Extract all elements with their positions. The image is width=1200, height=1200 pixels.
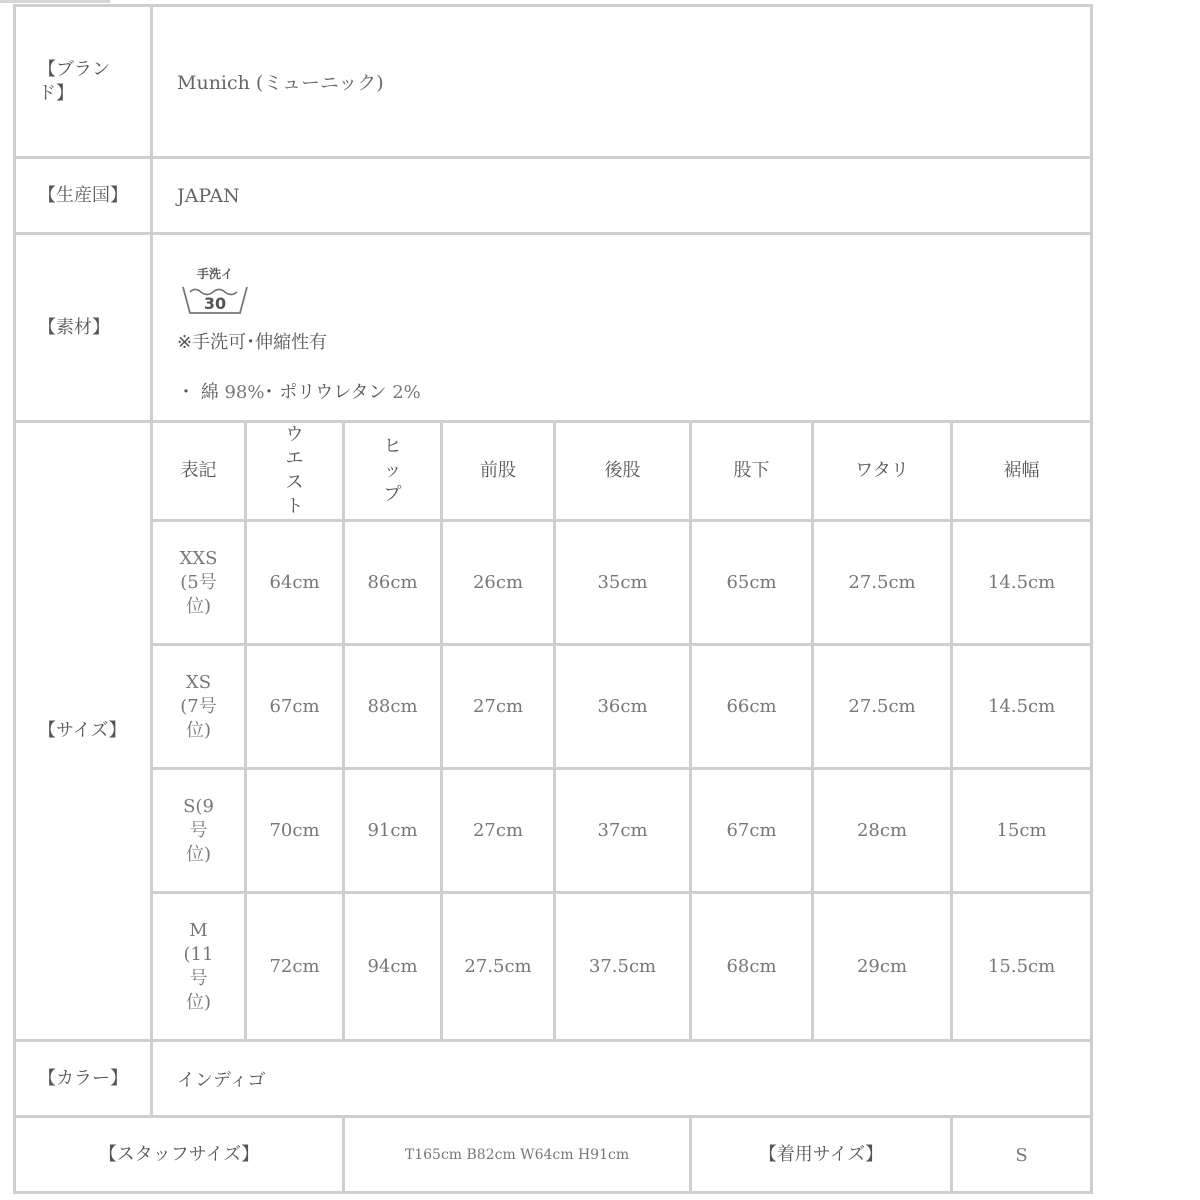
- size-row-label: XXS (5号位): [152, 521, 246, 645]
- size-value-hem: 14.5cm: [952, 645, 1092, 769]
- size-header-waist: ウエスト: [246, 422, 344, 521]
- size-value-waist: 67cm: [246, 645, 344, 769]
- composition-separator: ･: [264, 382, 274, 403]
- size-value-thigh: 29cm: [813, 893, 952, 1041]
- size-value-back-rise: 36cm: [555, 645, 691, 769]
- size-header-hem: 裾幅: [952, 422, 1092, 521]
- composition-cotton-pct: 98%: [224, 382, 265, 403]
- size-value-hem: 15.5cm: [952, 893, 1092, 1041]
- material-care-note: ※手洗可･伸縮性有: [177, 332, 328, 353]
- size-row-xxs: [15, 521, 1092, 645]
- size-value-thigh: 27.5cm: [813, 521, 952, 645]
- size-value-inseam: 66cm: [691, 645, 813, 769]
- wear-size-value: S: [952, 1117, 1092, 1194]
- color-value: インディゴ: [152, 1041, 1092, 1117]
- size-header-notation: 表記: [152, 422, 246, 521]
- staff-size-label: 【スタッフサイズ】: [15, 1117, 344, 1194]
- size-value-back-rise: 35cm: [555, 521, 691, 645]
- size-value-hip: 86cm: [344, 521, 442, 645]
- size-row-label: XS (7号位): [152, 645, 246, 769]
- hand-wash-30-icon: [177, 263, 253, 319]
- composition-cotton: 綿: [200, 382, 219, 403]
- size-value-thigh: 27.5cm: [813, 645, 952, 769]
- size-value-back-rise: 37cm: [555, 769, 691, 893]
- composition-polyurethane: ポリウレタン: [279, 382, 387, 403]
- country-row: [15, 158, 1092, 234]
- size-row-s: [15, 769, 1092, 893]
- size-value-front-rise: 27cm: [442, 645, 555, 769]
- size-row-label: M (11号位): [152, 893, 246, 1041]
- brand-label: 【ブランド】: [15, 6, 152, 158]
- top-tab-strip: [0, 0, 110, 3]
- product-spec-table: [13, 4, 1093, 1194]
- country-value: JAPAN: [152, 158, 1092, 234]
- size-value-waist: 70cm: [246, 769, 344, 893]
- size-row-xs: [15, 645, 1092, 769]
- size-value-inseam: 68cm: [691, 893, 813, 1041]
- material-composition: [177, 378, 1090, 404]
- size-value-thigh: 28cm: [813, 769, 952, 893]
- size-header-hip: ヒップ: [344, 422, 442, 521]
- composition-poly-pct: 2%: [392, 382, 421, 403]
- color-row: [15, 1041, 1092, 1117]
- size-value-front-rise: 27cm: [442, 769, 555, 893]
- wash-icon-temp: 30: [203, 294, 227, 313]
- size-value-hip: 94cm: [344, 893, 442, 1041]
- wear-size-label: 【着用サイズ】: [691, 1117, 952, 1194]
- size-header-back-rise: 後股: [555, 422, 691, 521]
- material-label: 【素材】: [15, 234, 152, 422]
- wash-icon-top-text: 手洗イ: [196, 267, 234, 281]
- brand-row: [15, 6, 1092, 158]
- size-value-front-rise: 26cm: [442, 521, 555, 645]
- composition-bullet: ・: [177, 382, 195, 403]
- size-header-thigh: ワタリ: [813, 422, 952, 521]
- size-header-front-rise: 前股: [442, 422, 555, 521]
- staff-size-value: T165cm B82cm W64cm H91cm: [344, 1117, 691, 1194]
- size-value-waist: 72cm: [246, 893, 344, 1041]
- size-value-hem: 14.5cm: [952, 521, 1092, 645]
- country-label: 【生産国】: [15, 158, 152, 234]
- size-header-row: [15, 422, 1092, 521]
- size-header-inseam: 股下: [691, 422, 813, 521]
- brand-value: Munich (ミューニック): [152, 6, 1092, 158]
- size-value-hip: 91cm: [344, 769, 442, 893]
- color-label: 【カラー】: [15, 1041, 152, 1117]
- size-value-waist: 64cm: [246, 521, 344, 645]
- product-spec-frame: [13, 4, 1093, 1194]
- size-row-label: S(9号位): [152, 769, 246, 893]
- size-label: 【サイズ】: [15, 422, 152, 1041]
- size-value-inseam: 65cm: [691, 521, 813, 645]
- size-value-front-rise: 27.5cm: [442, 893, 555, 1041]
- material-cell: [152, 234, 1092, 422]
- size-row-m: [15, 893, 1092, 1041]
- size-value-hem: 15cm: [952, 769, 1092, 893]
- staff-row: [15, 1117, 1092, 1194]
- size-value-back-rise: 37.5cm: [555, 893, 691, 1041]
- size-value-inseam: 67cm: [691, 769, 813, 893]
- size-value-hip: 88cm: [344, 645, 442, 769]
- material-row: [15, 234, 1092, 422]
